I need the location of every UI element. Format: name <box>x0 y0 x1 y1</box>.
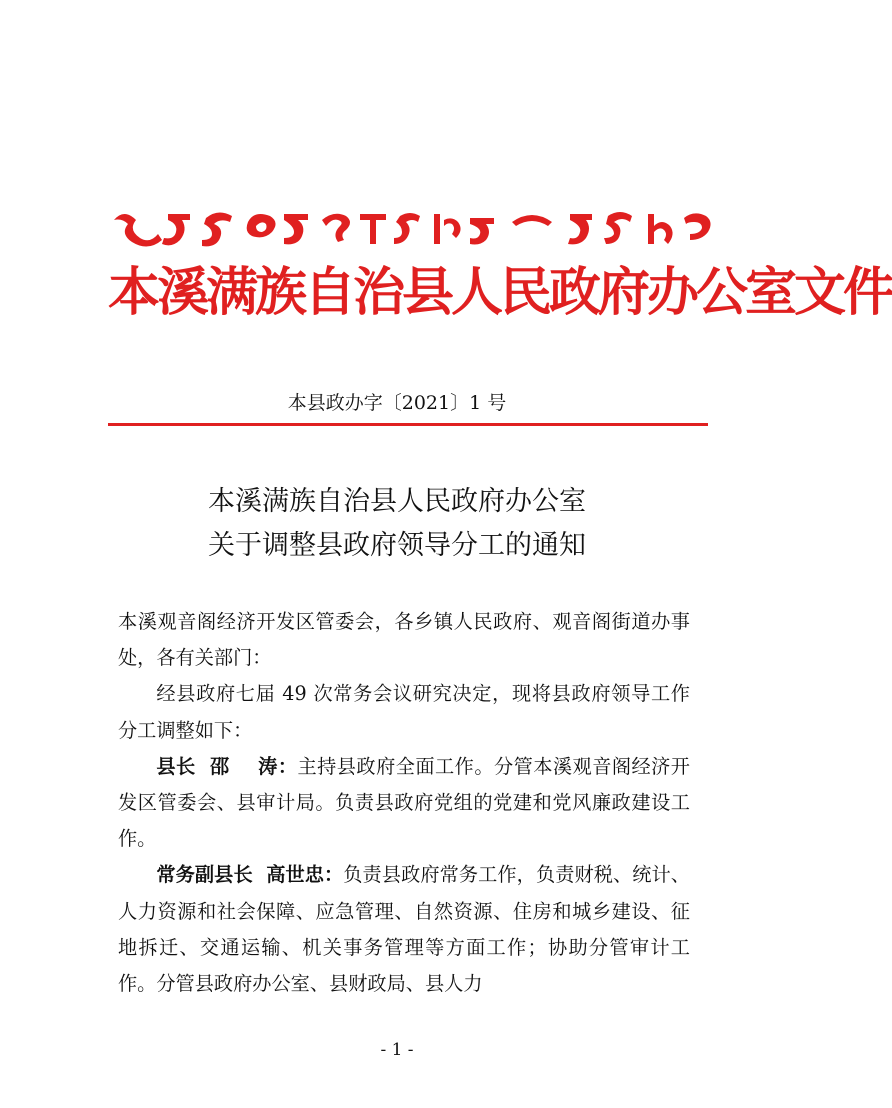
document-number: 本县政办字〔2021〕1 号 <box>287 392 507 414</box>
red-divider-line <box>108 423 708 426</box>
section-text: 负责县政府常务工作，负责财税、统计、人力资源和社会保障、应急管理、自然资源、住房和城乡建设、征地拆迁、交通运输、机关事务管理等方面工作；协助分管审计工作。分管县政府办公室、县财政局、县人力 <box>118 863 690 996</box>
document-header-title: 本溪满族自治县人民政府办公室文件 <box>108 263 892 323</box>
section-text: 主持县政府全面工作。分管本溪观音阁经济开发区管委会、县审计局。负责县政府党组的党建和党风廉政建设工作。 <box>118 754 690 851</box>
section-paragraph-mayor <box>118 749 690 858</box>
document-body <box>118 604 690 1002</box>
document-title-line-1: 本溪满族自治县人民政府办公室 <box>208 486 586 517</box>
document-title-line-2: 关于调整县政府领导分工的通知 <box>208 530 586 561</box>
section-lead: 常务副县长 高世忠： <box>156 863 344 887</box>
section-paragraph-executive-vice-mayor <box>118 857 690 1002</box>
section-lead: 县长 邵 涛： <box>156 754 298 778</box>
addressee-paragraph: 本溪观音阁经济开发区管委会，各乡镇人民政府、观音阁街道办事处，各有关部门： <box>118 610 690 670</box>
intro-paragraph: 经县政府七届 49 次常务会议研究决定，现将县政府领导工作分工调整如下： <box>118 682 690 742</box>
manchu-script-heading <box>108 200 720 258</box>
page-number: - 1 - <box>380 1040 414 1060</box>
